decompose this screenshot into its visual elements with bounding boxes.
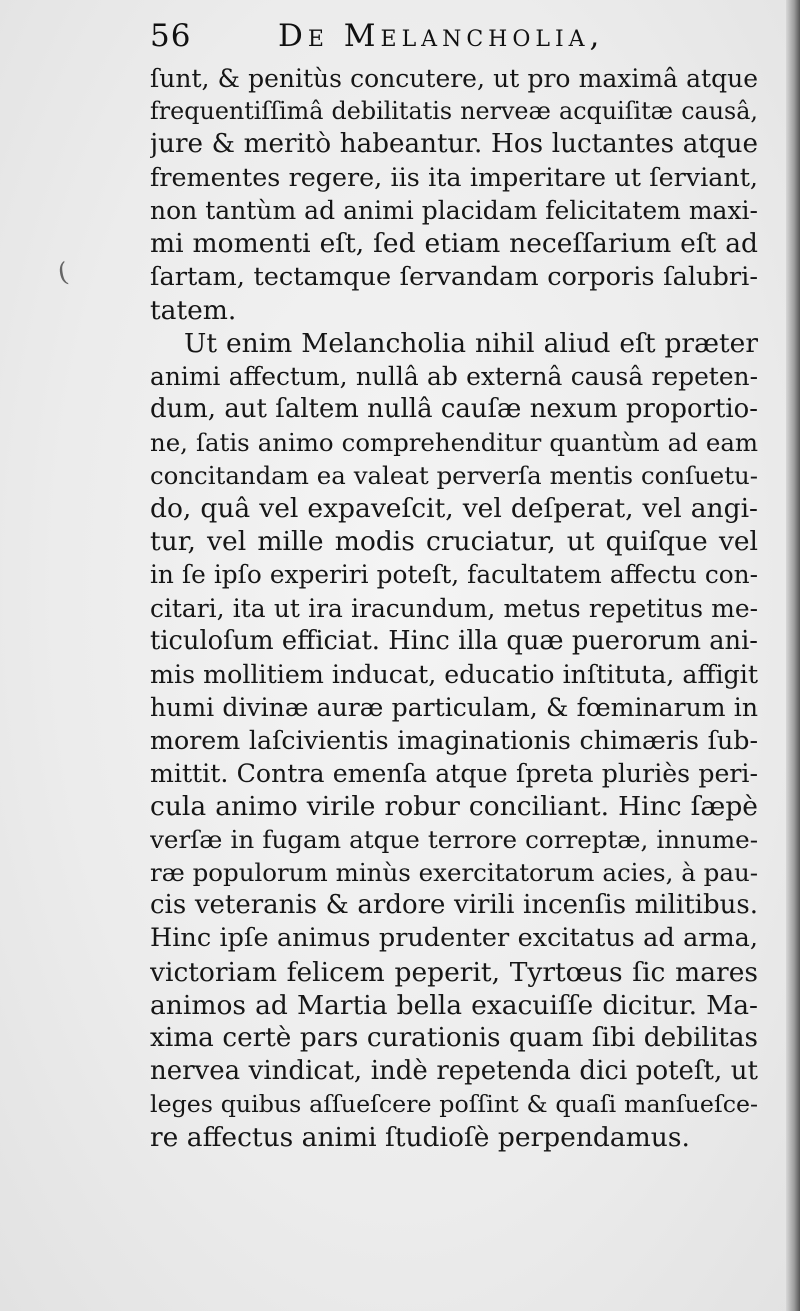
text-line: mi momenti eſt, ſed etiam neceſſarium eſt ad bbox=[150, 228, 758, 260]
margin-mark: ( bbox=[55, 257, 71, 289]
running-title: De Melancholia, bbox=[278, 18, 605, 54]
text-line: morem laſcivientis imaginationis chimæris ſub- bbox=[150, 725, 758, 755]
text-line: victoriam felicem peperit, Tyrtœus ſic mares bbox=[150, 956, 758, 988]
text-line: tatem. bbox=[150, 294, 237, 326]
text-line: verſæ in fugam atque terrore correptæ, innume- bbox=[150, 825, 758, 855]
text-line: xima certè pars curationis quam ſibi debilitas bbox=[150, 1022, 758, 1053]
text-line: in ſe ipſo experiri poteſt, facultatem affectu con- bbox=[150, 560, 758, 590]
text-line: humi divinæ auræ particulam, & fœminarum in bbox=[150, 692, 758, 722]
text-line: animos ad Martia bella exacuiſſe dicitur. Ma- bbox=[150, 989, 758, 1021]
text-line: nervea vindicat, indè repetenda dici poteſt, ut bbox=[150, 1055, 758, 1086]
text-line: mis mollitiem inducat, educatio inſtituta, affigit bbox=[150, 659, 758, 689]
text-line: ſunt, & penitùs concutere, ut pro maximâ atque bbox=[150, 64, 758, 93]
text-line: do, quâ vel expaveſcit, vel deſperat, vel angi- bbox=[150, 493, 758, 525]
text-line: ne, ſatis animo comprehenditur quantùm ad eam bbox=[150, 428, 758, 458]
text-line: non tantùm ad animi placidam felicitatem maxi- bbox=[150, 196, 758, 226]
text-line: Hinc ipſe animus prudenter excitatus ad arma, bbox=[150, 923, 758, 954]
text-line: citari, ita ut ira iracundum, metus repetitus me- bbox=[150, 593, 758, 623]
running-head bbox=[150, 14, 650, 58]
paragraph-start-line: Ut enim Melancholia nihil aliud eſt præter bbox=[184, 327, 758, 359]
text-line: re affectus animi ſtudioſè perpendamus. bbox=[150, 1122, 690, 1153]
text-line: tur, vel mille modis cruciatur, ut quiſque vel bbox=[150, 526, 758, 558]
text-line: concitandam ea valeat perverſa mentis conſuetu- bbox=[150, 461, 758, 491]
text-line: jure & meritò habeantur. Hos luctantes atque bbox=[150, 129, 758, 160]
text-line: animi affectum, nullâ ab externâ causâ repeten- bbox=[150, 361, 758, 391]
text-line: ræ populorum minùs exercitatorum acies, à pau- bbox=[150, 858, 758, 888]
page-number: 56 bbox=[150, 18, 192, 54]
text-line: ticuloſum efficiat. Hinc illa quæ puerorum ani- bbox=[150, 625, 758, 656]
text-line: cula animo virile robur conciliant. Hinc ſæpè bbox=[150, 791, 758, 823]
body-text bbox=[150, 62, 758, 1154]
page-gutter-shadow bbox=[786, 0, 800, 1311]
text-line: frementes regere, iis ita imperitare ut ſerviant, bbox=[150, 162, 758, 193]
text-line: ſartam, tectamque ſervandam corporis ſalubri- bbox=[150, 261, 758, 292]
text-line: mittit. Contra emenſa atque ſpreta pluriès peri- bbox=[150, 758, 758, 788]
text-line: leges quibus aſſueſcere poſſint & quaſi manſueſce- bbox=[150, 1089, 758, 1118]
text-line: cis veteranis & ardore virili incenſis militibus. bbox=[150, 890, 758, 921]
text-line: dum, aut ſaltem nullâ cauſæ nexum proportio- bbox=[150, 393, 758, 424]
text-line: frequentiſſimâ debilitatis nerveæ acquiſitæ causâ, bbox=[150, 97, 758, 126]
